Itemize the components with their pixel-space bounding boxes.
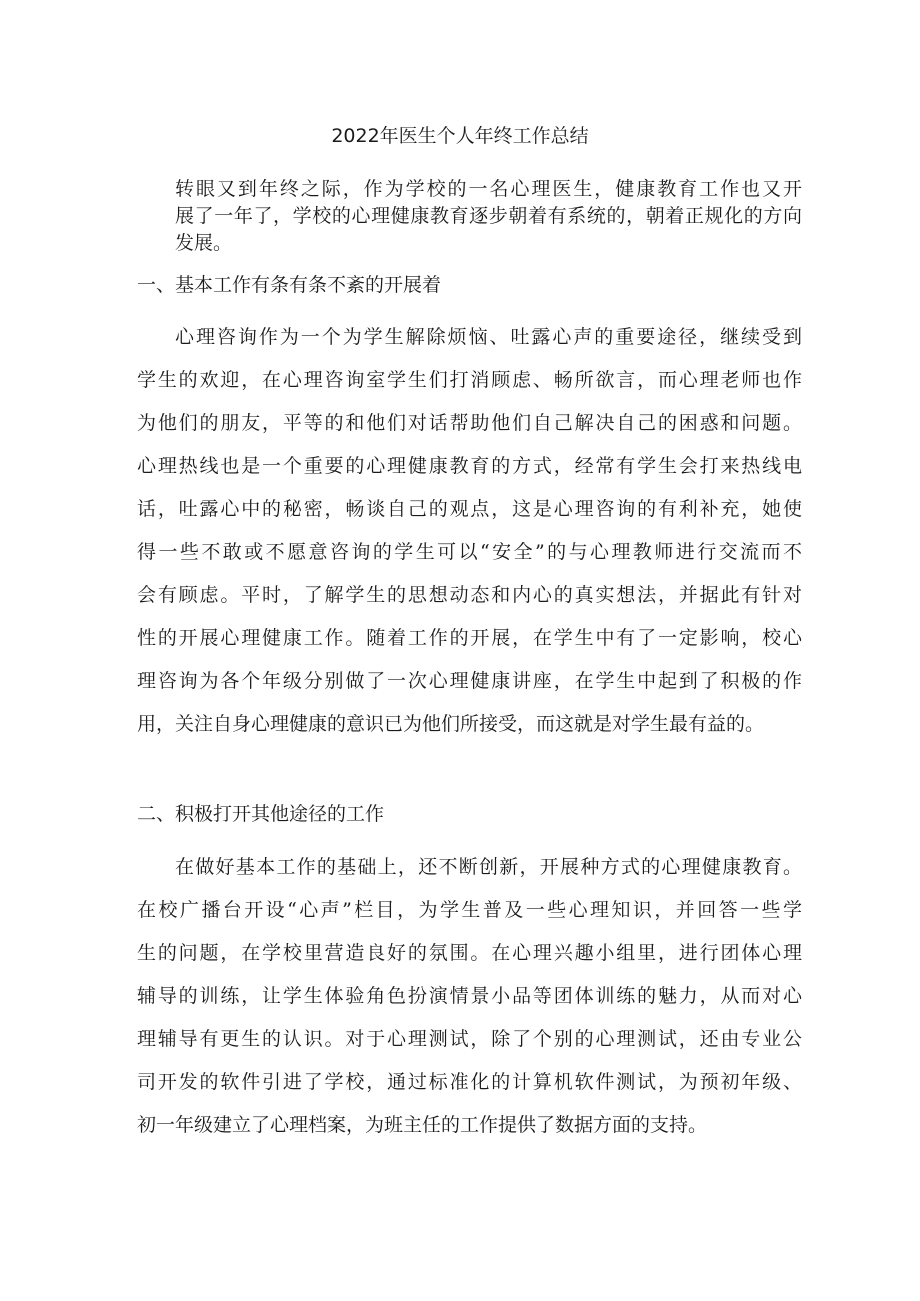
section-1-heading: 一、基本工作有条有条不紊的开展着 [137,274,442,296]
intro-line: 转眼又到年终之际，作为学校的一名心理医生，健康教育工作也又开 [175,178,802,200]
paragraph-line: 理辅导有更生的认识。对于心理测试，除了个别的心理测试，还由专业公 [137,1028,802,1050]
paragraph-line: 学生的欢迎，在心理咨询室学生们打消顾虑、畅所欲言，而心理老师也作 [137,369,802,391]
paragraph-line: 为他们的朋友，平等的和他们对话帮助他们自己解决自己的困惑和问题。 [137,412,802,434]
document-title: 2022年医生个人年终工作总结 [331,125,589,147]
paragraph-line: 生的问题，在学校里营造良好的氛围。在心理兴趣小组里，进行团体心理 [137,942,802,964]
intro-line: 发展。 [175,232,233,254]
paragraph-line: 理咨询为各个年级分别做了一次心理健康讲座，在学生中起到了积极的作 [137,670,802,692]
paragraph-line: 在校广播台开设“心声”栏目，为学生普及一些心理知识，并回答一些学 [137,899,802,921]
paragraph-line: 会有顾虑。平时，了解学生的思想动态和内心的真实想法，并据此有针对 [137,584,802,606]
paragraph-line: 话，吐露心中的秘密，畅谈自己的观点，这是心理咨询的有利补充，她使 [137,498,802,520]
section-1-paragraph [137,316,802,746]
section-2-heading: 二、积极打开其他途径的工作 [137,803,385,825]
paragraph-line: 在做好基本工作的基础上，还不断创新，开展种方式的心理健康教育。 [175,856,802,878]
paragraph-line: 得一些不敢或不愿意咨询的学生可以“安全”的与心理教师进行交流而不 [137,541,802,563]
paragraph-line: 心理咨询作为一个为学生解除烦恼、吐露心声的重要途径，继续受到 [175,326,802,348]
paragraph-line: 初一年级建立了心理档案，为班主任的工作提供了数据方面的支持。 [137,1114,708,1136]
paragraph-line: 司开发的软件引进了学校，通过标准化的计算机软件测试，为预初年级、 [137,1071,802,1093]
section-2-paragraph [137,846,802,1147]
intro-line: 展了一年了，学校的心理健康教育逐步朝着有系统的，朝着正规化的方向 [175,205,802,227]
paragraph-line: 心理热线也是一个重要的心理健康教育的方式，经常有学生会打来热线电 [137,455,802,477]
intro-paragraph [137,176,802,257]
paragraph-line: 辅导的训练，让学生体验角色扮演情景小品等团体训练的魅力，从而对心 [137,985,802,1007]
paragraph-line: 性的开展心理健康工作。随着工作的开展，在学生中有了一定影响，校心 [137,627,802,649]
paragraph-line: 用，关注自身心理健康的意识已为他们所接受，而这就是对学生最有益的。 [137,713,765,735]
